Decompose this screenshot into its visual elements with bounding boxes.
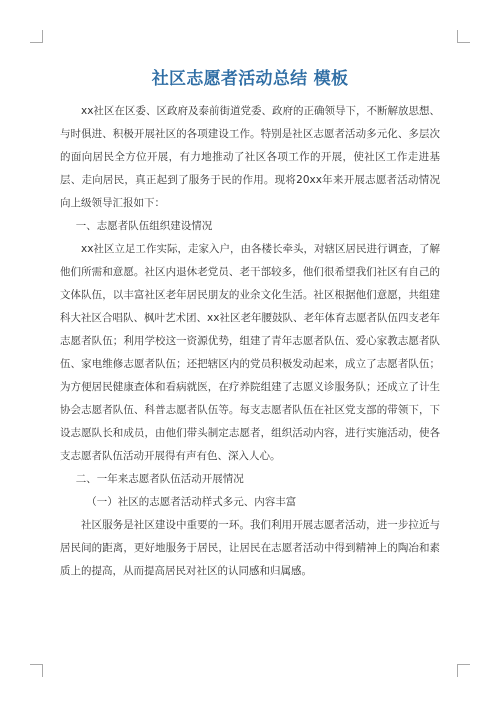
section-1-paragraph: xx社区立足工作实际，走家入户，由各楼长牵头，对辖区居民进行调查，了解他们所需和意愿。社区内退休老党员、老干部较多，他们很希望我们社区有自己的文体队伍，以丰富社区老年居民朋友的业余文化生活。社区根据他们意愿，共组建科大社区合唱队、枫叶艺术团、xx社区老年腰鼓队、老年体育志愿者队伍四支老年志愿者队伍；利用学校这一资源优势，组建了青年志愿者队伍、爱心家教志愿者队伍、家电维修志愿者队伍；还把辖区内的党员积极发动起来，成立了志愿者队伍；为方便居民健康查体和看病就医，在疗养院组建了志愿义诊服务队；还成立了计生协会志愿者队伍、科普志愿者队伍等。每支志愿者队伍在社区党支部的带领下，下设志愿队长和成员，由他们带头制定志愿者，组织活动内容，进行实施活动，使各支志愿者队伍活动开展得有声有色、深入人心。	[60, 243, 440, 462]
document-body	[60, 100, 440, 583]
section-heading-2: 二、一年来志愿者队伍活动开展情况	[75, 473, 244, 485]
page-corner-mark-bottom-right	[457, 664, 470, 677]
section-heading-1: 一、志愿者队伍组织建设情况	[75, 220, 213, 232]
subsection-1-paragraph: 社区服务是社区建设中重要的一环。我们利用开展志愿者活动，进一步拉近与居民间的距离，更好地服务于居民，让居民在志愿者活动中得到精神上的陶冶和素质上的提高，从而提高居民对社区的认同感和归属感。	[60, 519, 440, 577]
page-corner-mark-bottom-left	[30, 664, 43, 677]
page-corner-mark-top-right	[457, 30, 470, 43]
document-title: 社区志愿者活动总结 模板	[151, 69, 349, 89]
intro-paragraph: xx社区在区委、区政府及泰前街道党委、政府的正确领导下，不断解放思想、与时俱进、积极开展社区的各项建设工作。特别是社区志愿者活动多元化、多层次的面向居民全方位开展，有力地推动了社区各项工作的开展，使社区工作走进基层、走向居民，真正起到了服务于民的作用。现将20xx年来开展志愿者活动情况向上级领导汇报如下：	[60, 105, 440, 209]
page-corner-mark-top-left	[30, 30, 43, 43]
subsection-heading-1: （一）社区的志愿者活动样式多元、内容丰富	[86, 496, 297, 508]
